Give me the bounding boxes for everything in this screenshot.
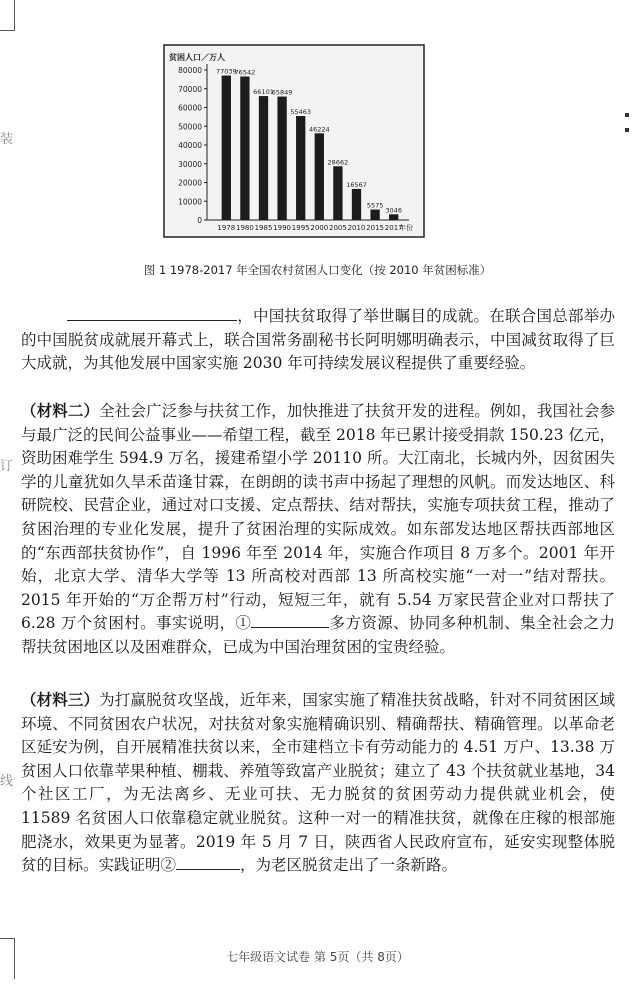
x-tick-label: 1985 — [254, 224, 273, 232]
top-left-corner-mark — [0, 0, 15, 31]
bar-value-label: 77039 — [215, 67, 237, 76]
paragraph-text: 全社会广泛参与扶贫工作，加快推进了扶贫开发的进程。例如，我国社会参与最广泛的民间公益事业——希望工程，截至 2018 年已累计接受捐款 150.23 亿元，资助困难学生 594.9 万名，援建希望小学 20110 所。大江南北，长城内外，因贫困失学的儿童犹如久旱禾苗逢甘霖，在朗朗的读书声中扬起了理想的风帆。而发达地区、科研院校、民营企业，通过对口支援、定点帮扶、结对帮扶，实施专项扶贫工程，推动了贫困治理的专业化发展，提升了贫困治理的实际成效。如东部发达地区帮扶西部地区的“东西部扶贫协作”，自 1996 年至 2014 年，实施合作项目 8 万多个。2001 年开始，北京大学、清华大学等 13 所高校对西部 13 所高校实施“一对一”结对帮扶。2015 年开始的“万企帮万村”行动，短短三年，就有 5.54 万家民营企业对口帮扶了 6.28 万个贫困村。事实说明， — [21, 402, 615, 633]
paragraph-material-three — [21, 688, 615, 878]
chart-caption: 图 1 1978-2017 年全国农村贫困人口变化（按 2010 年贫困标准） — [143, 263, 492, 277]
bar — [370, 210, 379, 220]
bar — [240, 76, 249, 220]
bar-value-label: 76542 — [234, 68, 256, 77]
bar — [389, 214, 398, 220]
x-tick-label: 2000 — [310, 224, 329, 232]
bar — [259, 96, 268, 220]
x-tick-label: 2005 — [328, 224, 347, 232]
y-tick-label: 0 — [197, 216, 202, 225]
paragraph-text: ，中国扶贫取得了举世瞩目的成就。在联合国总部举办的中国脱贫成就展开幕式上，联合国常务副秘书长阿明娜明确表示，中国减贫取得了巨大成就，为其他发展中国家实施 2030 年可持续发展议程提供了重要经验。 — [21, 307, 615, 373]
y-tick-label: 40000 — [178, 141, 202, 150]
y-tick-label: 50000 — [178, 122, 202, 132]
bar-value-label: 28662 — [327, 158, 349, 167]
bar — [333, 166, 342, 220]
y-tick-label: 80000 — [178, 66, 202, 75]
bar-value-label: 16567 — [346, 180, 367, 189]
paragraph-material-one — [21, 305, 615, 376]
paragraph-text: 多方资源、协同多种机制、集全社会之力帮扶贫困地区以及困难群众，已成为中国治理贫困的宝贵经验。 — [21, 614, 615, 656]
bar-value-label: 46224 — [308, 125, 330, 134]
paragraph-material-two — [21, 399, 615, 660]
paragraph-text: ，为老区脱贫走出了一条新路。 — [240, 856, 458, 875]
page-footer: 七年级语文试卷 第 5页（共 8页） — [226, 950, 409, 964]
poverty-chart — [163, 44, 425, 238]
margin-dot — [625, 113, 629, 117]
bar-value-label: 3046 — [385, 206, 402, 215]
bar — [296, 116, 305, 220]
bar-value-label: 55463 — [290, 108, 312, 117]
y-tick-label: 30000 — [178, 159, 202, 169]
material-label: （材料三） — [21, 690, 100, 709]
y-tick-label: 10000 — [178, 197, 202, 207]
blank-number: ① — [235, 614, 252, 633]
x-tick-label: 1978 — [217, 224, 236, 232]
x-tick-label: 2015 — [366, 224, 385, 232]
x-axis-title: 年份 — [399, 224, 413, 232]
y-tick-label: 20000 — [178, 178, 202, 188]
bar-value-label: 66101 — [253, 88, 274, 97]
bar — [222, 76, 231, 220]
answer-blank[interactable] — [67, 306, 237, 321]
x-tick-label: 1990 — [273, 224, 292, 232]
x-tick-label: 1995 — [291, 224, 310, 232]
x-tick-label: 1980 — [235, 224, 254, 232]
bar — [352, 189, 361, 220]
bar-value-label: 65849 — [271, 88, 293, 97]
bar — [315, 133, 324, 220]
bar — [277, 97, 286, 220]
bar-value-label: 5575 — [366, 201, 384, 210]
x-tick-label: 2010 — [347, 224, 366, 232]
blank-number: ② — [160, 856, 177, 875]
paragraph-text: 为打赢脱贫攻坚战，近年来，国家实施了精准扶贫战略，针对不同贫困区域环境、不同贫困农户状况，对扶贫对象实施精确识别、精确帮扶、精确管理。以革命老区延安为例，自开展精准扶贫以来，全市建档立卡有劳动能力的 4.51 万户、13.38 万贫困人口依靠苹果种植、棚栽、养殖等致富产业脱贫；建立了 43 个扶贫就业基地，34 个社区工厂，为无法离乡、无业可扶、无力脱贫的贫困劳动力提供就业机会，使 11589 名贫困人口依靠稳定就业脱贫。这种一对一的精准扶贫，就像在庄稼的根部施肥浇水，效果更为显著。2019 年 5 月 7 日，陕西省人民政府宣布，延安实现整体脱贫的目标。实践证明 — [21, 691, 615, 875]
binding-margin-char: 线 — [0, 774, 14, 789]
y-axis-title: 贫困人口／万人 — [169, 53, 225, 62]
binding-margin-char: 装 — [0, 132, 14, 147]
answer-blank[interactable] — [251, 613, 329, 628]
y-tick-label: 70000 — [178, 84, 202, 94]
margin-dot — [625, 128, 629, 132]
poverty-bar-chart — [163, 44, 425, 238]
material-label: （材料二） — [21, 401, 100, 420]
answer-blank[interactable] — [176, 855, 240, 870]
y-tick-label: 60000 — [178, 103, 202, 113]
binding-margin-char: 订 — [0, 459, 14, 474]
x-tick-label: 2017 — [384, 224, 403, 232]
